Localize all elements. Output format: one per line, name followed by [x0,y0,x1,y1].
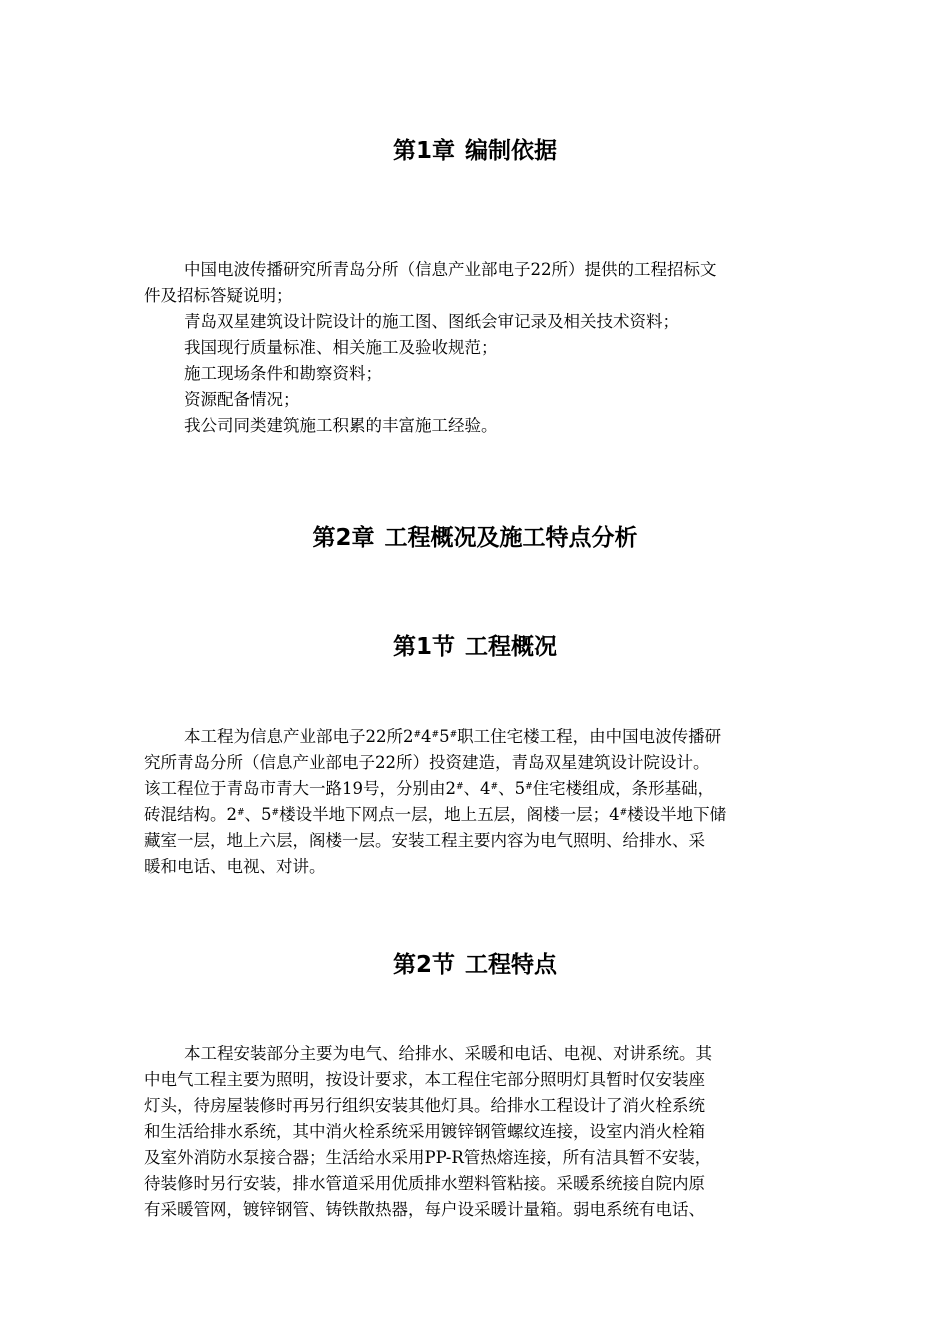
chapter-1-title: 编制依据 [465,138,557,164]
features-line-6: 待装修时另行安装，排水管道采用优质排水塑料管粘接。采暖系统接自院内原 [144,1174,705,1193]
basis-item-1-line-1: 中国电波传播研究所青岛分所（信息产业部电子22所）提供的工程招标文 [184,260,717,279]
project-features-paragraph [144,1041,806,1223]
features-line-4: 和生活给排水系统，其中消火栓系统采用镀锌钢管螺纹连接，设室内消火栓箱 [144,1122,705,1141]
section-2-number: 第2节 [392,952,455,978]
features-line-1: 本工程安装部分主要为电气、给排水、采暖和电话、电视、对讲系统。其 [184,1044,712,1063]
overview-line-2: 究所青岛分所（信息产业部电子22所）投资建造，青岛双星建筑设计院设计。 [144,753,710,772]
features-line-3: 灯头，待房屋装修时再另行组织安装其他灯具。给排水工程设计了消火栓系统 [144,1096,705,1115]
basis-item-3: 我国现行质量标准、相关施工及验收规范； [184,338,498,357]
section-1-number: 第1节 [392,634,455,660]
features-line-5: 及室外消防水泵接合器；生活给水采用PP-R管热熔连接，所有洁具暂不安装， [144,1148,712,1167]
section-1-title: 工程概况 [465,634,557,660]
basis-item-1-line-2: 件及招标答疑说明； [144,286,293,305]
overview-line-3: 该工程位于青岛市青大一路19号，分别由2#、4#、5#住宅楼组成，条形基础， [144,779,715,798]
section-2-title: 工程特点 [465,952,557,978]
chapter-2-heading [0,523,950,553]
chapter-1-heading [0,136,950,166]
overview-line-4: 砖混结构。2#、5#楼设半地下网点一层，地上五层，阁楼一层；4#楼设半地下储 [144,805,727,824]
overview-line-1: 本工程为信息产业部电子22所2#4#5#职工住宅楼工程，由中国电波传播研 [184,727,722,746]
features-line-2: 中电气工程主要为照明，按设计要求，本工程住宅部分照明灯具暂时仅安装座 [144,1070,705,1089]
chapter-1-number: 第1章 [392,138,455,164]
basis-item-2: 青岛双星建筑设计院设计的施工图、图纸会审记录及相关技术资料； [184,312,679,331]
basis-item-6: 我公司同类建筑施工积累的丰富施工经验。 [184,416,498,435]
section-1-heading [0,632,950,662]
project-overview-paragraph [144,724,806,880]
basis-item-4: 施工现场条件和勘察资料； [184,364,382,383]
overview-line-5: 藏室一层，地上六层，阁楼一层。安装工程主要内容为电气照明、给排水、采 [144,831,705,850]
chapter-2-number: 第2章 [312,525,375,551]
basis-item-5: 资源配备情况； [184,390,300,409]
chapter-1-basis-list [144,257,806,439]
chapter-2-title: 工程概况及施工特点分析 [384,525,638,551]
features-line-7: 有采暖管网，镀锌钢管、铸铁散热器，每户设采暖计量箱。弱电系统有电话、 [144,1200,705,1219]
section-2-heading [0,950,950,980]
overview-line-6: 暖和电话、电视、对讲。 [144,857,326,876]
